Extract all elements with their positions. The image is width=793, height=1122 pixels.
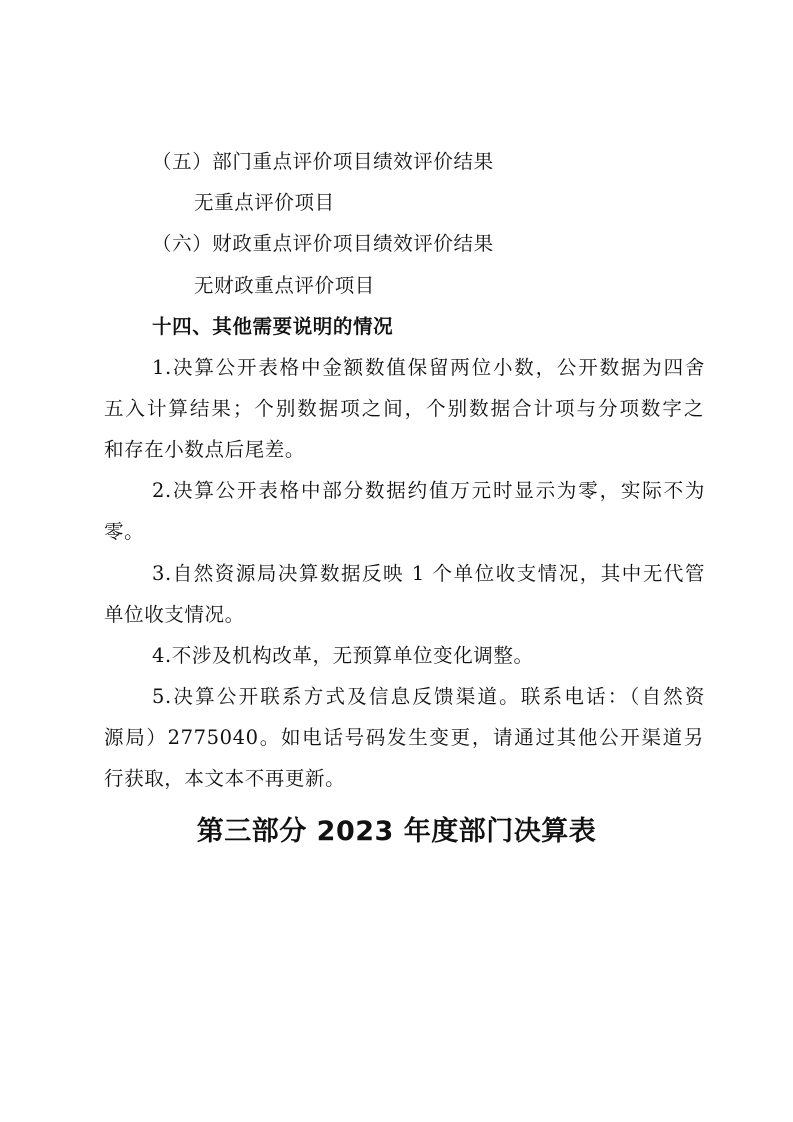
note-2-line-2: 零。 (104, 520, 145, 543)
section-5-heading: （五）部门重点评价项目绩效评价结果 (152, 150, 494, 173)
note-5-line-1: 5.决算公开联系方式及信息反馈渠道。联系电话：（自然资 (152, 685, 705, 708)
part-three-title: 第三部分 2023 年度部门决算表 (196, 816, 597, 847)
section-6-heading: （六）财政重点评价项目绩效评价结果 (152, 232, 494, 255)
note-1-line-1: 1.决算公开表格中金额数值保留两位小数，公开数据为四舍 (152, 356, 705, 379)
note-5-line-3: 行获取，本文本不再更新。 (104, 767, 346, 790)
note-3-line-1: 3.自然资源局决算数据反映 1 个单位收支情况，其中无代管 (152, 562, 705, 585)
section-6-body: 无财政重点评价项目 (194, 274, 375, 297)
note-2-line-1: 2.决算公开表格中部分数据约值万元时显示为零，实际不为 (152, 479, 705, 502)
note-1-line-2: 五入计算结果；个别数据项之间，个别数据合计项与分项数字之 (104, 397, 704, 420)
note-1-line-3: 和存在小数点后尾差。 (104, 438, 306, 461)
note-4-line-1: 4.不涉及机构改革，无预算单位变化调整。 (152, 644, 534, 667)
note-3-line-2: 单位收支情况。 (104, 603, 245, 626)
section-5-body: 无重点评价项目 (194, 191, 335, 214)
section-14-heading: 十四、其他需要说明的情况 (152, 315, 394, 338)
note-5-line-2: 源局）2775040。如电话号码发生变更，请通过其他公开渠道另 (104, 726, 704, 749)
